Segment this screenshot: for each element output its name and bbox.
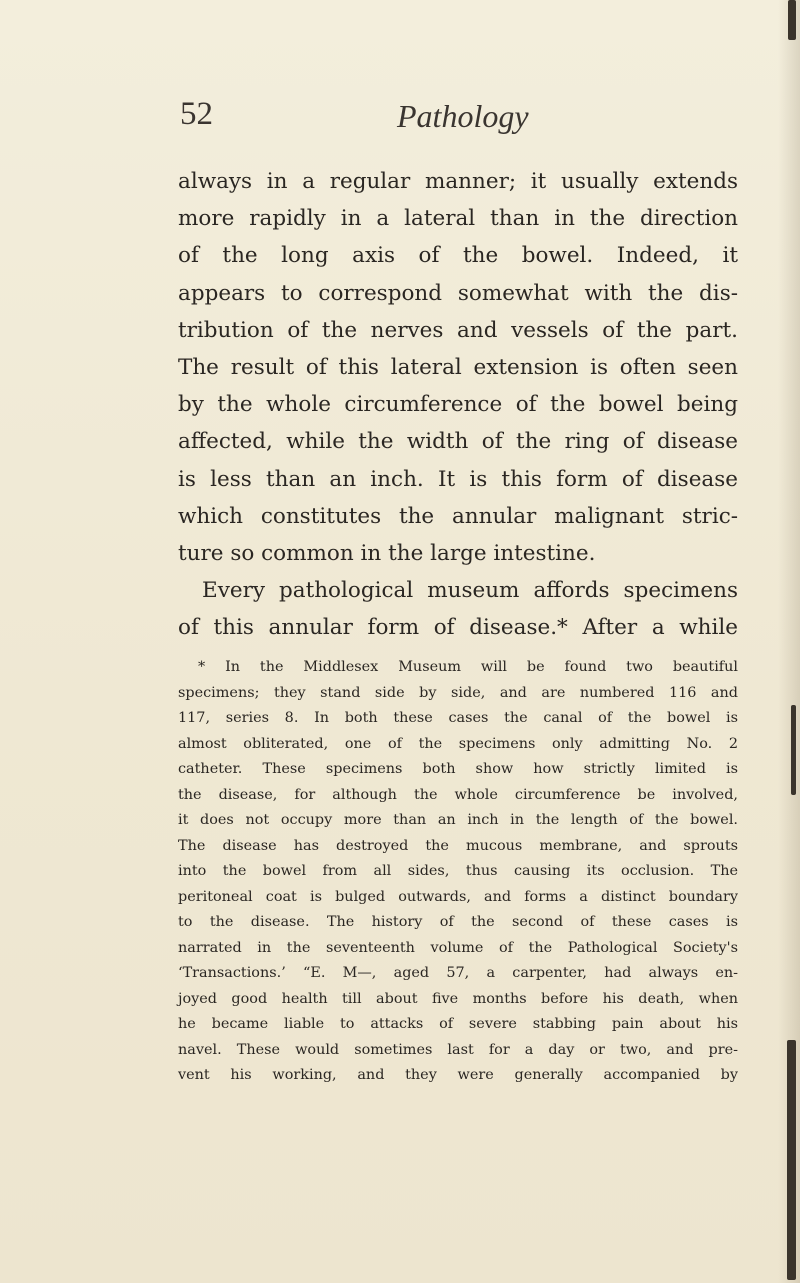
- running-title: Pathology: [397, 98, 529, 134]
- page-number: 52: [180, 96, 213, 132]
- footnote-line: vent his working, and they were generally accompanied by: [178, 1067, 738, 1083]
- body-line: Every pathological museum affords specimens: [202, 578, 738, 604]
- body-line: of the long axis of the bowel. Indeed, it: [178, 243, 738, 269]
- footnote-line: he became liable to attacks of severe stabbing pain about his: [178, 1016, 738, 1032]
- body-text: [178, 163, 738, 646]
- body-line: ture so common in the large intestine.: [178, 540, 596, 566]
- footnote-line: almost obliterated, one of the specimens only admitting No. 2: [178, 735, 738, 752]
- body-line: tribution of the nerves and vessels of the part.: [178, 317, 738, 343]
- page-edge-mark: [787, 1040, 796, 1280]
- footnote-line: catheter. These specimens both show how strictly limited is: [178, 761, 738, 777]
- body-line: of this annular form of disease.* After a while: [178, 615, 738, 641]
- footnote-line: 117, series 8. In both these cases the canal of the bowel is: [178, 710, 738, 726]
- footnote-line: * In the Middlesex Museum will be found two beautiful: [198, 659, 738, 675]
- footnote: [178, 655, 738, 1089]
- footnote-line: into the bowel from all sides, thus causing its occlusion. The: [178, 863, 738, 879]
- body-line: appears to correspond somewhat with the dis-: [178, 280, 738, 306]
- footnote-line: The disease has destroyed the mucous membrane, and sprouts: [178, 837, 738, 854]
- body-line: which constitutes the annular malignant stric-: [178, 503, 738, 529]
- page-edge-mark: [788, 0, 796, 40]
- footnote-line: narrated in the seventeenth volume of the Pathological Society's: [178, 939, 738, 956]
- body-line: The result of this lateral extension is often seen: [178, 354, 738, 380]
- body-line: affected, while the width of the ring of disease: [178, 429, 738, 455]
- body-line: is less than an inch. It is this form of disease: [178, 466, 738, 492]
- footnote-line: the disease, for although the whole circumference be involved,: [178, 786, 738, 803]
- page-header: [0, 96, 800, 146]
- footnote-line: it does not occupy more than an inch in the length of the bowel.: [178, 812, 738, 828]
- body-line: by the whole circumference of the bowel being: [178, 392, 738, 418]
- footnote-line: to the disease. The history of the second of these cases is: [178, 914, 738, 930]
- footnote-line: joyed good health till about five months before his death, when: [178, 990, 738, 1007]
- footnote-line: peritoneal coat is bulged outwards, and forms a distinct boundary: [178, 888, 738, 905]
- page-edge-mark: [791, 705, 796, 795]
- body-line: always in a regular manner; it usually extends: [178, 169, 738, 194]
- footnote-line: ‘Transactions.’ “E. M—, aged 57, a carpenter, had always en-: [178, 965, 738, 981]
- body-line: more rapidly in a lateral than in the direction: [178, 206, 738, 232]
- footnote-line: navel. These would sometimes last for a day or two, and pre-: [178, 1041, 738, 1058]
- footnote-line: specimens; they stand side by side, and are numbered 116 and: [178, 684, 738, 701]
